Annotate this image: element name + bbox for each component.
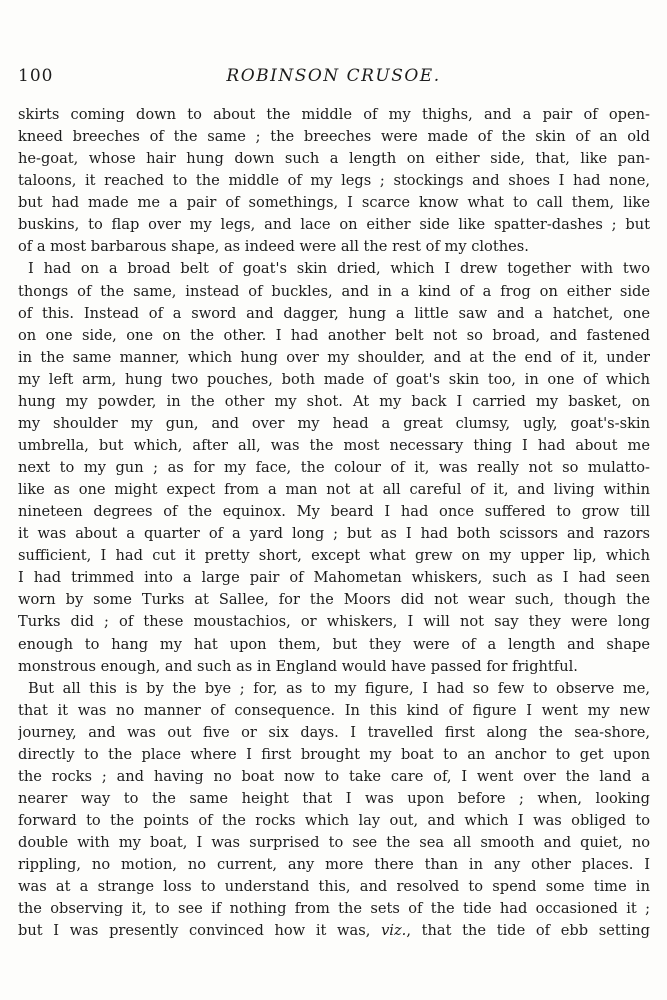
text-line: I had trimmed into a large pair of Mahometan whiskers, such as I had seen [18,569,650,587]
text-line: journey, and was out five or six days. I travelled first along the sea-shore, [18,723,650,741]
text-line: my left arm, hung two pouches, both made of goat's skin too, in one of which [18,370,650,388]
paragraph-end-line: monstrous enough, and such as in England would have passed for frightful. [18,657,578,675]
text-line: but had made me a pair of somethings, I scarce know what to call them, like [18,194,650,212]
body-text [18,104,650,942]
text-line: sufficient, I had cut it pretty short, except what grew on my upper lip, which [18,547,650,565]
text-line: that it was no manner of consequence. In this kind of figure I went my new [18,701,650,719]
text-line: double with my boat, I was surprised to see the sea all smooth and quiet, no [18,834,650,852]
text-line: in the same manner, which hung over my shoulder, and at the end of it, under [18,348,650,366]
paragraph-start-line: But all this is by the bye ; for, as to my figure, I had so few to observe me, [28,679,650,697]
text-line: the rocks ; and having no boat now to take care of, I went over the land a [18,767,650,785]
text-line: it was about a quarter of a yard long ; but as I had both scissors and razors [18,525,650,543]
page-header [18,66,649,92]
text-line: kneed breeches of the same ; the breeches were made of the skin of an old [18,128,650,146]
text-line: enough to hang my hat upon them, but they were of a length and shape [18,635,650,653]
text-line: worn by some Turks at Sallee, for the Moors did not wear such, though the [18,591,650,609]
text-line: of this. Instead of a sword and dagger, hung a little saw and a hatchet, one [18,304,650,322]
text-line: Turks did ; of these moustachios, or whiskers, I will not say they were long [18,613,650,631]
paragraph-start-line: I had on a broad belt of goat's skin dried, which I drew together with two [28,260,650,278]
text-line: forward to the points of the rocks which lay out, and which I was obliged to [18,812,650,829]
text-line: buskins, to flap over my legs, and lace on either side like spatter-dashes ; but [18,216,650,234]
text-line: thongs of the same, instead of buckles, and in a kind of a frog on either side [18,282,650,300]
text-line: skirts coming down to about the middle of my thighs, and a pair of open- [18,106,650,123]
text-line: on one side, one on the other. I had another belt not so broad, and fastened [18,326,650,344]
text-line: the observing it, to see if nothing from the sets of the tide had occasioned it ; [18,900,650,918]
paragraph-end-line: of a most barbarous shape, as indeed were all the rest of my clothes. [18,238,529,256]
final-line-end: , that the tide of ebb setting [406,922,650,940]
running-title: ROBINSON CRUSOE. [226,66,441,86]
text-line: like as one might expect from a man not at all careful of it, and living within [18,481,650,499]
text-line: nearer way to the same height that I was upon before ; when, looking [18,789,650,807]
italic-viz: viz. [381,922,407,940]
text-line: umbrella, but which, after all, was the most necessary thing I had about me [18,436,650,454]
text-line: he-goat, whose hair hung down such a length on either side, that, like pan- [18,150,650,168]
final-text-line [18,920,650,942]
text-line: was at a strange loss to understand this, and resolved to spend some time in [18,878,650,896]
text-line: taloons, it reached to the middle of my legs ; stockings and shoes I had none, [18,172,650,190]
text-line: next to my gun ; as for my face, the colour of it, was really not so mulatto- [18,459,650,476]
text-line: my shoulder my gun, and over my head a great clumsy, ugly, goat's-skin [18,414,650,432]
text-line: rippling, no motion, no current, any more there than in any other places. I [18,856,650,874]
page-number: 100 [18,66,54,86]
text-line: nineteen degrees of the equinox. My beard I had once suffered to grow till [18,503,650,521]
final-line-start: but I was presently convinced how it was, [18,922,382,940]
text-line: directly to the place where I first brought my boat to an anchor to get upon [18,745,650,763]
text-line: hung my powder, in the other my shot. At my back I carried my basket, on [18,392,650,410]
